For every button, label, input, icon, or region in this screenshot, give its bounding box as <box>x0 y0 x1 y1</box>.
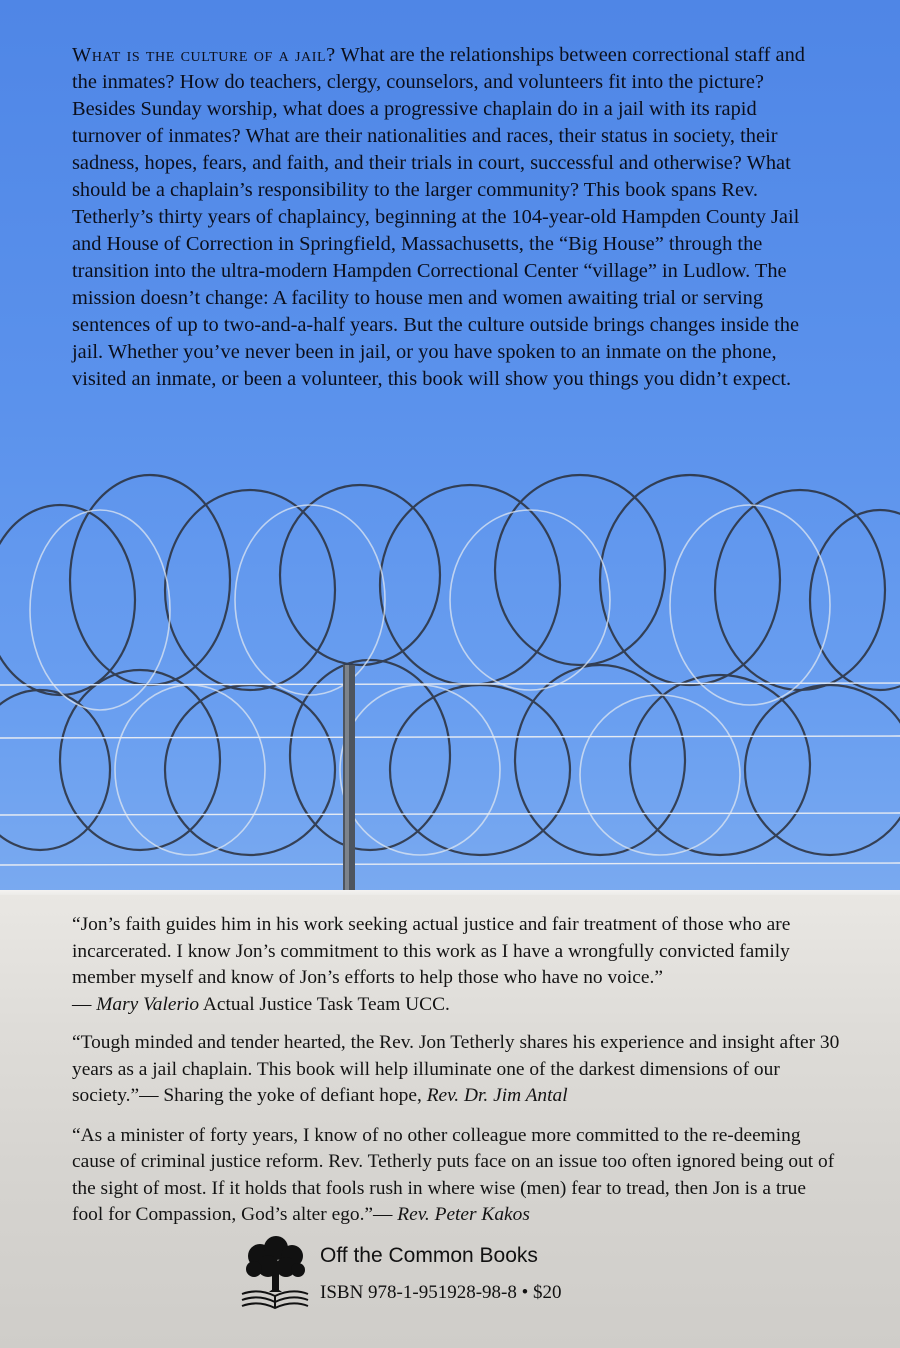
endorsements <box>72 912 842 1241</box>
endorsement-1 <box>72 912 842 1018</box>
endorsement-1-affiliation: Actual Justice Task Team UCC. <box>199 993 450 1015</box>
endorsement-3 <box>72 1123 842 1229</box>
endorsement-3-text: “As a minister of forty years, I know of no other colleague more committed to the re-deeming cause of criminal justice reform. Rev. Tetherly puts face on an issue too often ignored being out of the sight of most. If it holds that fools rush in where wise (men) fear to tread, then Jon is a true fool for Compassion, God’s alter ego.”— <box>72 1124 835 1225</box>
back-cover-blurb <box>72 42 828 393</box>
tree-on-open-book-icon <box>238 1236 312 1314</box>
blurb-lead: What is the culture of a jail? <box>72 44 336 66</box>
endorsement-1-author: Mary Valerio <box>96 993 200 1015</box>
publisher-block <box>238 1236 658 1316</box>
endorsement-3-author: Rev. Peter Kakos <box>397 1204 530 1225</box>
isbn-price: ISBN 978-1-951928-98-8 • $20 <box>320 1282 562 1303</box>
endorsement-1-text: “Jon’s faith guides him in his work seeking actual justice and fair treatment of those who are incarcerated. I know Jon’s commitment to this work as I have a wrongfully convicted family member myself and know of Jon’s efforts to help those who have no voice.” <box>72 914 791 988</box>
blurb-body: What are the relationships between correctional staff and the inmates? How do teachers, clergy, counselors, and volunteers fit into the picture? Besides Sunday worship, what does a progressive chaplain do in a jail with its rapid turnover of inmates? What are their nationalities and races, their status in society, their sadness, hopes, fears, and faith, and their trials in court, successful and otherwise? What should be a chaplain’s responsibility to the larger community? This book spans Rev. Tetherly’s thirty years of chaplaincy, beginning at the 104-year-old Hampden County Jail and House of Correction in Springfield, Massachusetts, the “Big House” through the transition into the ultra-modern Hampden Correctional Center “village” in Ludlow. The mission doesn’t change: A facility to house men and women awaiting trial or serving sentences of up to two-and-a-half years. But the culture outside brings changes inside the jail. Whether you’ve never been in jail, or you have spoken to an inmate on the phone, visited an inmate, or been a volunteer, this book will show you things you didn’t expect. <box>72 44 805 390</box>
endorsement-2 <box>72 1030 842 1110</box>
razor-wire-image <box>0 470 900 900</box>
publisher-name: Off the Common Books <box>320 1244 538 1267</box>
endorsement-2-author: Rev. Dr. Jim Antal <box>426 1085 568 1106</box>
endorsement-1-dash: — <box>72 993 97 1015</box>
endorsement-2-text: “Tough minded and tender hearted, the Rev. Jon Tetherly shares his experience and insight after 30 years as a jail chaplain. This book will help illuminate one of the darkest dimensions of our society.”— Sharing the yoke of defiant hope, <box>72 1032 840 1106</box>
